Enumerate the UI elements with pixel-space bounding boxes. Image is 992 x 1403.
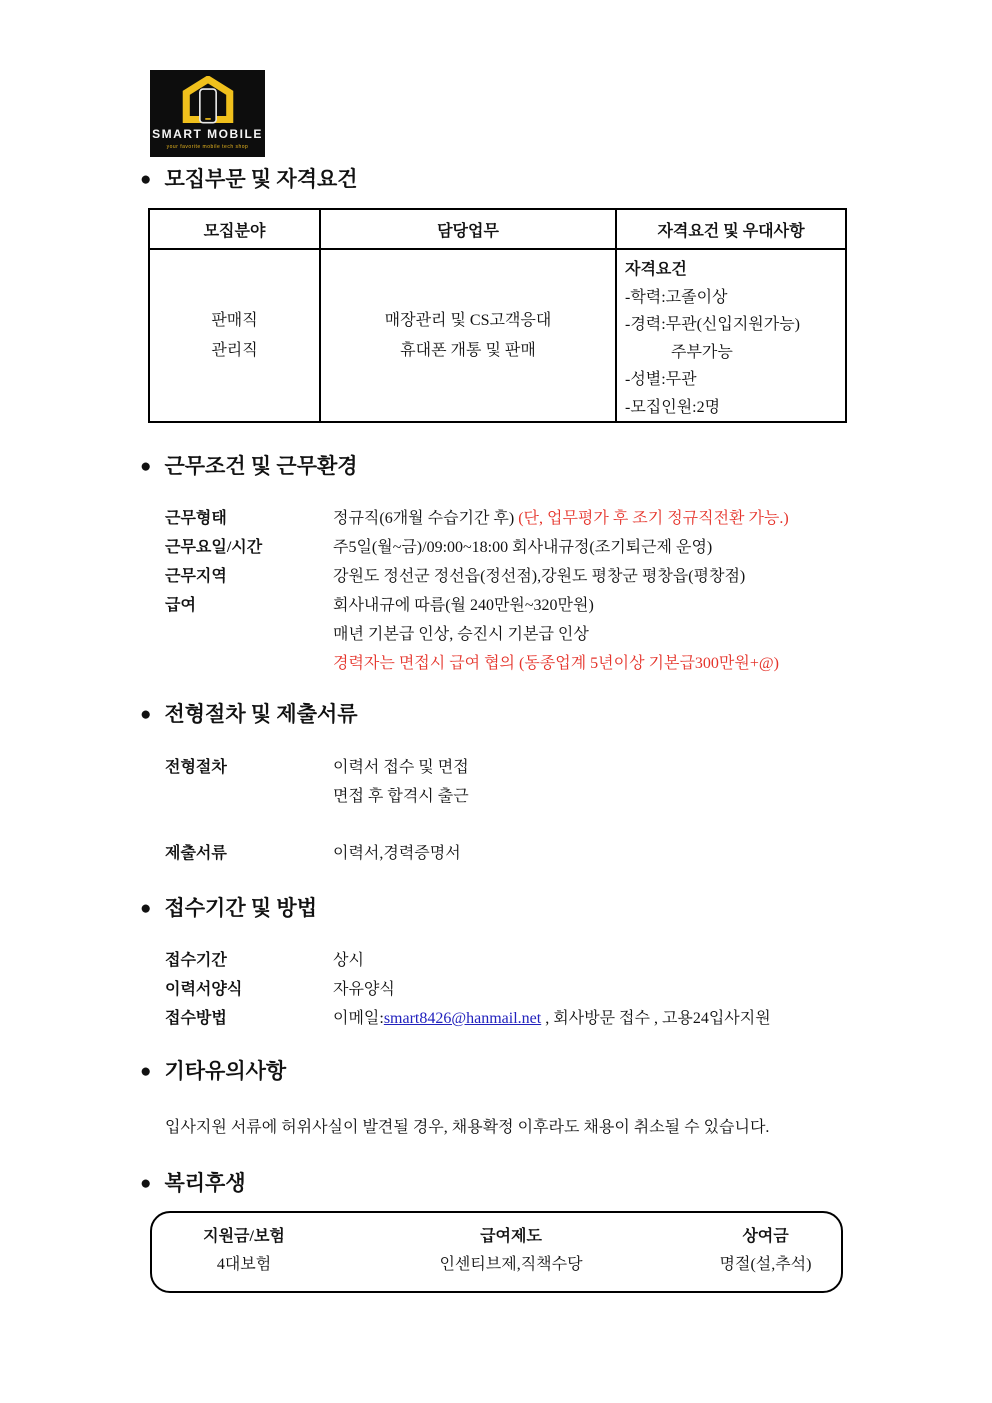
row-label: 급여 bbox=[165, 597, 196, 614]
logo-brand-text: SMART MOBILE bbox=[152, 127, 263, 141]
work-row-schedule bbox=[165, 533, 712, 562]
application-row-period bbox=[165, 946, 364, 975]
section-title: 전형절차 및 제출서류 bbox=[164, 702, 358, 726]
row-label: 근무지역 bbox=[165, 568, 227, 585]
row-value: 정규직(6개월 수습기간 후) (단, 업무평가 후 조기 정규직전환 가능.) bbox=[333, 510, 789, 527]
benefit-value: 4대보험 bbox=[216, 1256, 272, 1273]
work-row-location bbox=[165, 562, 745, 591]
house-phone-icon bbox=[179, 76, 237, 126]
red-note: (단, 업무평가 후 조기 정규직전환 가능.) bbox=[518, 510, 789, 527]
row-label: 근무요일/시간 bbox=[165, 539, 263, 556]
work-row-salary bbox=[165, 591, 779, 678]
cell-qualifications bbox=[616, 249, 846, 422]
row-value: 자유양식 bbox=[333, 981, 395, 998]
section-heading-recruitment bbox=[140, 166, 358, 193]
section-title: 접수기간 및 방법 bbox=[164, 896, 317, 920]
qualifications-title: 자격요건 bbox=[625, 261, 687, 278]
salary-line: 회사내규에 따름(월 240만원~320만원) bbox=[333, 597, 594, 614]
section-heading-notes bbox=[140, 1058, 286, 1085]
benefit-column-bonus bbox=[686, 1224, 845, 1291]
qualification-line: -모집인원:2명 bbox=[625, 398, 721, 416]
row-label: 근무형태 bbox=[165, 510, 227, 527]
qualification-line: -성별:무관 bbox=[625, 371, 697, 388]
qualification-line: -경력:무관(신입지원가능) bbox=[625, 316, 800, 333]
qualification-line: 주부가능 bbox=[671, 343, 733, 361]
benefit-column-pay-system bbox=[336, 1224, 686, 1291]
row-value bbox=[333, 1004, 771, 1033]
benefit-title: 지원금/보험 bbox=[203, 1228, 285, 1245]
company-logo bbox=[150, 70, 265, 157]
cell-field bbox=[149, 249, 320, 422]
row-value: 이력서,경력증명서 bbox=[333, 845, 461, 862]
header-field: 모집분야 bbox=[149, 209, 320, 249]
method-prefix: 이메일: bbox=[333, 1010, 384, 1027]
qualification-line: -학력:고졸이상 bbox=[625, 288, 728, 306]
procedure-line: 이력서 접수 및 면접 bbox=[333, 759, 469, 776]
bullet-icon: ● bbox=[140, 1061, 152, 1082]
benefits-box bbox=[150, 1211, 843, 1293]
row-value bbox=[333, 753, 469, 811]
cell-duties bbox=[320, 249, 616, 422]
row-label: 전형절차 bbox=[165, 759, 227, 776]
row-label: 이력서양식 bbox=[165, 981, 243, 998]
duty-line: 매장관리 및 CS고객응대 bbox=[384, 311, 552, 329]
section-title: 복리후생 bbox=[164, 1171, 246, 1195]
section-title: 모집부문 및 자격요건 bbox=[164, 167, 358, 191]
section-heading-work-conditions bbox=[140, 453, 358, 480]
process-row-documents bbox=[165, 839, 461, 868]
row-value: 상시 bbox=[333, 952, 364, 969]
section-title: 근무조건 및 근무환경 bbox=[164, 454, 358, 478]
bullet-icon: ● bbox=[140, 1173, 152, 1194]
benefit-title: 상여금 bbox=[742, 1228, 789, 1245]
duty-line: 휴대폰 개통 및 판매 bbox=[400, 341, 536, 359]
notes-paragraph: 입사지원 서류에 허위사실이 발견될 경우, 채용확정 이후라도 채용이 취소될 수 있습니다. bbox=[165, 1119, 770, 1136]
field-line: 판매직 bbox=[211, 311, 258, 329]
process-row-procedure bbox=[165, 753, 469, 811]
table-body-row bbox=[149, 249, 846, 422]
bullet-icon: ● bbox=[140, 704, 152, 725]
logo-tagline: your favorite mobile tech shop bbox=[166, 144, 249, 150]
salary-red-note: 경력자는 면접시 급여 협의 (동종업계 5년이상 기본급300만원+@) bbox=[333, 655, 779, 672]
row-value bbox=[333, 591, 779, 678]
application-row-resume-format bbox=[165, 975, 395, 1004]
row-value: 강원도 정선군 정선읍(정선점),강원도 평창군 평창읍(평창점) bbox=[333, 568, 746, 585]
bullet-icon: ● bbox=[140, 456, 152, 477]
work-row-type bbox=[165, 504, 789, 533]
procedure-line: 면접 후 합격시 출근 bbox=[333, 788, 469, 805]
section-title: 기타유의사항 bbox=[164, 1059, 287, 1083]
email-link[interactable]: smart8426@hanmail.net bbox=[383, 1010, 542, 1027]
field-line: 관리직 bbox=[211, 341, 258, 359]
section-heading-benefits bbox=[140, 1170, 246, 1197]
header-duties: 담당업무 bbox=[320, 209, 616, 249]
benefit-column-insurance bbox=[152, 1224, 336, 1291]
row-label: 제출서류 bbox=[165, 845, 227, 862]
recruitment-table bbox=[148, 208, 847, 423]
bullet-icon: ● bbox=[140, 169, 152, 190]
section-heading-process bbox=[140, 701, 358, 728]
benefit-value: 인센티브제,직책수당 bbox=[439, 1256, 583, 1273]
method-suffix: , 회사방문 접수 , 고용24입사지원 bbox=[541, 1010, 771, 1027]
header-qualifications: 자격요건 및 우대사항 bbox=[616, 209, 846, 249]
section-heading-application bbox=[140, 895, 317, 922]
row-label: 접수기간 bbox=[165, 952, 227, 969]
row-value: 주5일(월~금)/09:00~18:00 회사내규정(조기퇴근제 운영) bbox=[333, 539, 713, 556]
row-label: 접수방법 bbox=[165, 1010, 227, 1027]
benefit-value: 명절(설,추석) bbox=[719, 1256, 812, 1273]
table-header-row bbox=[149, 209, 846, 249]
application-row-method bbox=[165, 1004, 771, 1033]
bullet-icon: ● bbox=[140, 898, 152, 919]
salary-line: 매년 기본급 인상, 승진시 기본급 인상 bbox=[333, 626, 589, 643]
benefit-title: 급여제도 bbox=[480, 1228, 542, 1245]
